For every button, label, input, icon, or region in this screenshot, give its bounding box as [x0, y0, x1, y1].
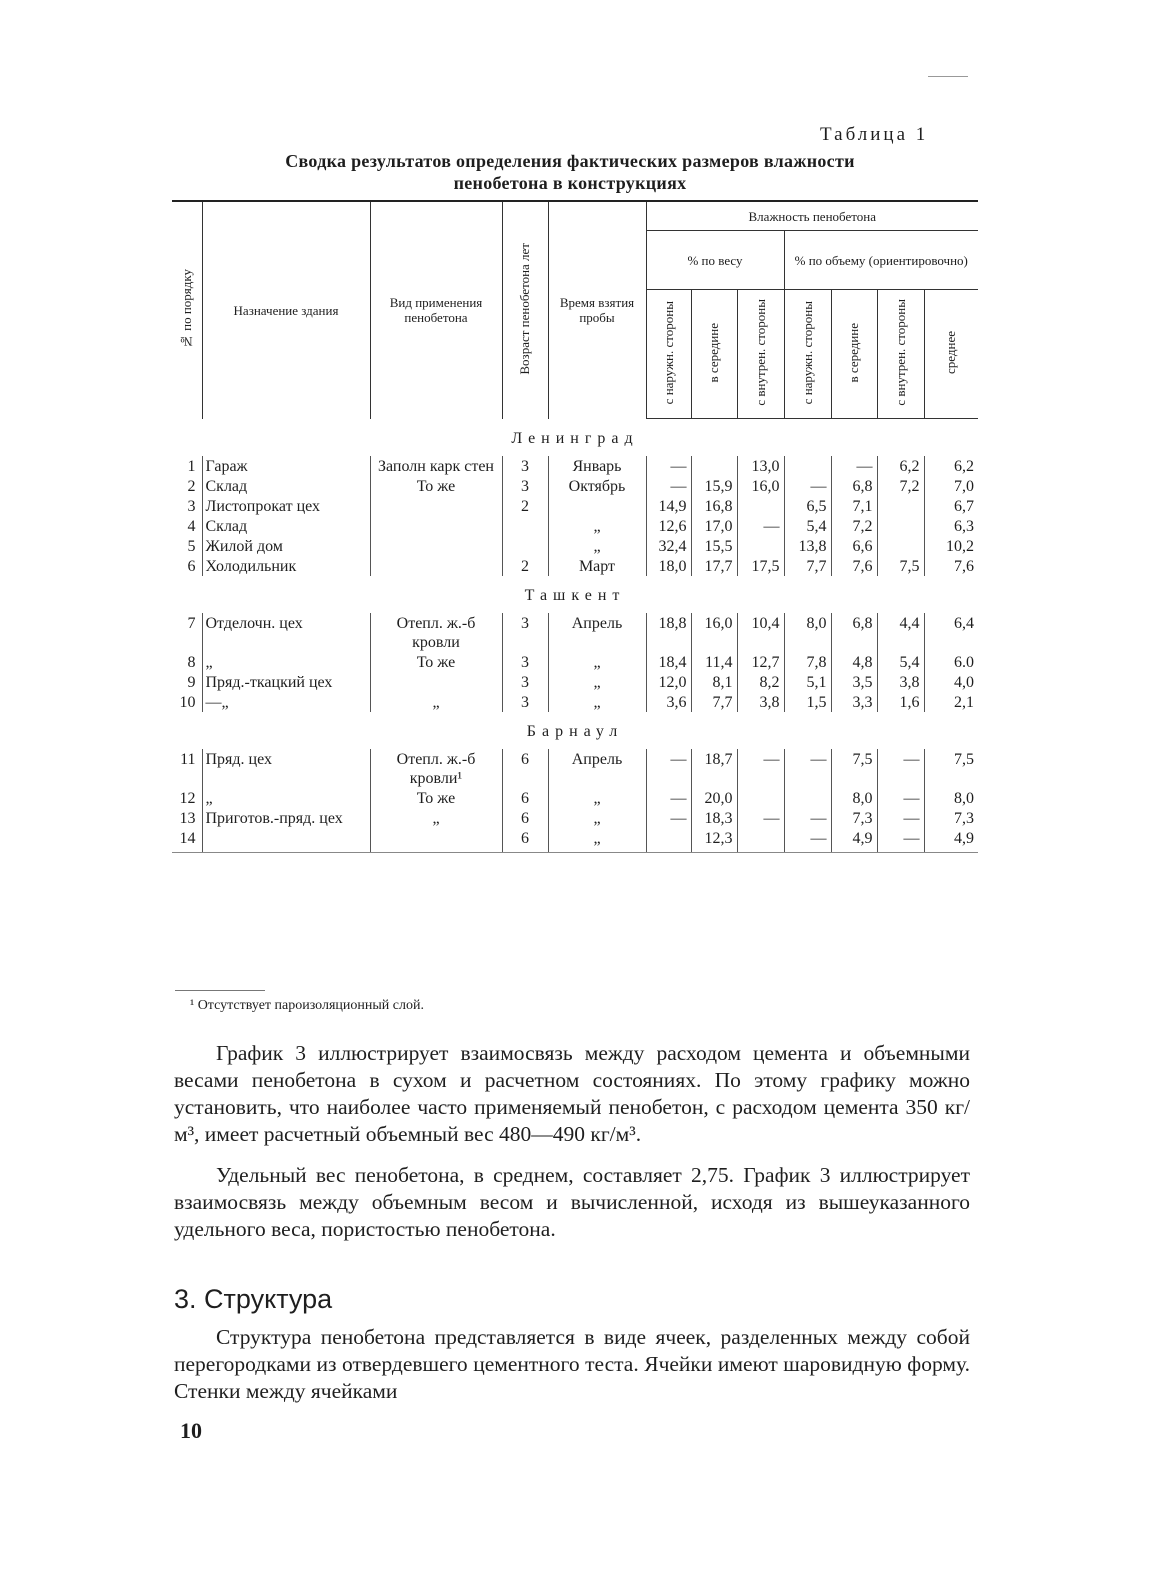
- row-weight-middle: 8,1: [691, 672, 737, 692]
- header-usage: Вид применения пенобетона: [370, 201, 502, 419]
- section-heading: 3. Структура: [174, 1284, 333, 1314]
- row-time: „: [548, 692, 646, 712]
- row-weight-inner: [737, 536, 784, 556]
- row-usage: То же: [370, 652, 502, 672]
- row-weight-outer: —: [646, 749, 691, 788]
- row-number: 2: [187, 478, 196, 495]
- row-volume-inner: 7,5: [877, 556, 924, 576]
- row-purpose: Холодильник: [202, 556, 370, 576]
- row-weight-inner: [737, 496, 784, 516]
- row-time: „: [548, 788, 646, 808]
- city-row: [172, 576, 978, 613]
- row-volume-middle: 8,0: [831, 788, 877, 808]
- row-weight-middle: 16,0: [691, 613, 737, 652]
- row-time: Январь: [548, 456, 646, 476]
- table-title-line-2: пенобетона в конструкциях: [453, 173, 687, 193]
- row-volume-outer: 7,7: [784, 556, 831, 576]
- row-average: 6,2: [924, 456, 978, 476]
- row-purpose: —„: [202, 692, 370, 712]
- row-average: 6,7: [924, 496, 978, 516]
- row-usage: [370, 828, 502, 853]
- paragraph-3: Структура пенобетона представляется в виде ячеек, разделенных между собой перегородками из отвердевшего цементного теста. Ячейки имеют шаровидную форму. Стенки между ячейками: [174, 1325, 970, 1403]
- row-age: 2: [502, 556, 548, 576]
- row-age: 6: [502, 828, 548, 853]
- row-weight-outer: —: [646, 456, 691, 476]
- row-purpose: Склад: [202, 516, 370, 536]
- row-time: „: [548, 536, 646, 556]
- row-average: 6.0: [924, 652, 978, 672]
- city-name: Ташкент: [524, 587, 626, 604]
- row-weight-outer: —: [646, 808, 691, 828]
- row-volume-middle: 3,3: [831, 692, 877, 712]
- row-average: 8,0: [924, 788, 978, 808]
- header-age: Возраст пенобетона лет: [502, 201, 548, 419]
- row-weight-inner: 13,0: [737, 456, 784, 476]
- row-weight-middle: 20,0: [691, 788, 737, 808]
- row-number: 3: [187, 498, 196, 515]
- row-weight-middle: [691, 456, 737, 476]
- table-row: [172, 476, 978, 496]
- row-time: „: [548, 808, 646, 828]
- table-title: [170, 150, 970, 194]
- city-row: [172, 712, 978, 749]
- row-average: 4,0: [924, 672, 978, 692]
- row-volume-outer: —: [784, 749, 831, 788]
- row-usage: Отепл. ж.-б кровли¹: [370, 749, 502, 788]
- row-weight-middle: 18,3: [691, 808, 737, 828]
- header-volume-outer: с наружн. стороны: [784, 290, 831, 419]
- table-row: [172, 613, 978, 652]
- humidity-table: [172, 200, 978, 853]
- row-average: 7,3: [924, 808, 978, 828]
- footnote: ¹ Отсутствует пароизоляционный слой.: [190, 998, 424, 1013]
- row-weight-inner: [737, 788, 784, 808]
- row-volume-middle: 7,2: [831, 516, 877, 536]
- row-purpose: Гараж: [202, 456, 370, 476]
- header-num: № по порядку: [172, 201, 202, 419]
- header-weight-middle: в середине: [691, 290, 737, 419]
- row-number: 7: [187, 615, 196, 632]
- row-volume-inner: 3,8: [877, 672, 924, 692]
- row-weight-middle: 7,7: [691, 692, 737, 712]
- table-title-line-1: Сводка результатов определения фактических размеров влажности: [285, 151, 855, 171]
- header-average: среднее: [924, 290, 978, 419]
- row-purpose: „: [202, 788, 370, 808]
- row-weight-middle: 15,9: [691, 476, 737, 496]
- header-by-volume: % по объему (ориентировочно): [784, 231, 978, 290]
- table-row: [172, 828, 978, 853]
- row-usage: То же: [370, 788, 502, 808]
- row-age: 6: [502, 749, 548, 788]
- row-volume-middle: 7,6: [831, 556, 877, 576]
- paragraph-1: График 3 иллюстрирует взаимосвязь между расходом цемента и объемными весами пенобетона в сухом и расчетном состояниях. По этому графику можно установить, что наиболее часто применяемый пенобетон, с расходом цемента 350 кг/м³, имеет расчетный объемный вес 480—490 кг/м³.: [174, 1041, 970, 1146]
- row-usage: Заполн карк стен: [370, 456, 502, 476]
- table-row: [172, 516, 978, 536]
- row-time: „: [548, 672, 646, 692]
- row-usage: [370, 672, 502, 692]
- row-volume-middle: 7,1: [831, 496, 877, 516]
- row-purpose: Отделочн. цех: [202, 613, 370, 652]
- row-age: 3: [502, 456, 548, 476]
- row-volume-middle: 6,8: [831, 476, 877, 496]
- header-humidity: Влажность пенобетона: [646, 201, 978, 231]
- row-number: 11: [180, 751, 196, 768]
- row-average: 6,3: [924, 516, 978, 536]
- row-time: „: [548, 828, 646, 853]
- row-weight-outer: 18,4: [646, 652, 691, 672]
- row-volume-inner: [877, 536, 924, 556]
- row-number: 6: [187, 558, 196, 575]
- row-volume-outer: 13,8: [784, 536, 831, 556]
- table-label: Таблица 1: [820, 124, 929, 145]
- row-volume-inner: 4,4: [877, 613, 924, 652]
- row-weight-outer: 12,6: [646, 516, 691, 536]
- table-row: [172, 788, 978, 808]
- row-volume-inner: 1,6: [877, 692, 924, 712]
- row-volume-outer: —: [784, 808, 831, 828]
- row-number: 5: [187, 538, 196, 555]
- city-row: [172, 419, 978, 457]
- row-volume-outer: —: [784, 828, 831, 853]
- row-volume-outer: 6,5: [784, 496, 831, 516]
- table-row: [172, 749, 978, 788]
- row-average: 2,1: [924, 692, 978, 712]
- row-volume-outer: [784, 788, 831, 808]
- row-age: [502, 536, 548, 556]
- row-number: 14: [172, 828, 202, 853]
- row-volume-middle: —: [831, 456, 877, 476]
- row-purpose: Приготов.-пряд. цех: [202, 808, 370, 828]
- row-volume-inner: —: [877, 749, 924, 788]
- row-purpose: Жилой дом: [202, 536, 370, 556]
- table-row: [172, 672, 978, 692]
- row-volume-inner: [877, 516, 924, 536]
- row-weight-inner: 17,5: [737, 556, 784, 576]
- row-weight-inner: 10,4: [737, 613, 784, 652]
- row-age: [502, 516, 548, 536]
- row-usage: [370, 556, 502, 576]
- row-purpose: [202, 828, 370, 853]
- row-volume-inner: —: [877, 808, 924, 828]
- row-volume-inner: [877, 496, 924, 516]
- row-average: 4,9: [924, 828, 978, 853]
- row-weight-inner: —: [737, 808, 784, 828]
- table-header: [172, 201, 978, 419]
- row-volume-outer: 5,4: [784, 516, 831, 536]
- row-weight-inner: 16,0: [737, 476, 784, 496]
- row-age: 3: [502, 672, 548, 692]
- row-weight-outer: [646, 828, 691, 853]
- row-volume-inner: —: [877, 788, 924, 808]
- header-weight-inner: с внутрен. стороны: [737, 290, 784, 419]
- row-volume-middle: 4,8: [831, 652, 877, 672]
- row-usage: [370, 516, 502, 536]
- row-weight-outer: —: [646, 788, 691, 808]
- row-weight-outer: 3,6: [646, 692, 691, 712]
- row-number: 10: [179, 694, 196, 711]
- header-purpose: Назначение здания: [202, 201, 370, 419]
- row-time: „: [548, 652, 646, 672]
- row-weight-outer: 12,0: [646, 672, 691, 692]
- row-volume-outer: 5,1: [784, 672, 831, 692]
- table-row: [172, 692, 978, 712]
- header-by-weight: % по весу: [646, 231, 784, 290]
- row-weight-outer: —: [646, 476, 691, 496]
- row-weight-inner: 3,8: [737, 692, 784, 712]
- row-age: 3: [502, 613, 548, 652]
- city-name: Ленинград: [511, 430, 639, 447]
- row-usage: [370, 496, 502, 516]
- row-age: 3: [502, 652, 548, 672]
- row-age: 6: [502, 808, 548, 828]
- row-usage: [370, 536, 502, 556]
- footnote-rule: [175, 990, 265, 991]
- row-volume-outer: 8,0: [784, 613, 831, 652]
- row-volume-outer: 1,5: [784, 692, 831, 712]
- row-average: 6,4: [924, 613, 978, 652]
- row-time: [548, 496, 646, 516]
- row-weight-inner: —: [737, 516, 784, 536]
- row-time: Октябрь: [548, 476, 646, 496]
- header-time: Время взятия пробы: [548, 201, 646, 419]
- row-time: Апрель: [548, 613, 646, 652]
- row-volume-middle: 4,9: [831, 828, 877, 853]
- table-row: [172, 556, 978, 576]
- row-time: „: [548, 516, 646, 536]
- table-row: [172, 808, 978, 828]
- page-number: 10: [180, 1418, 202, 1443]
- row-volume-middle: 6,8: [831, 613, 877, 652]
- row-average: 7,6: [924, 556, 978, 576]
- paragraph-2: Удельный вес пенобетона, в среднем, составляет 2,75. График 3 иллюстрирует взаимосвязь между объемным весом и вычисленной, исходя из вышеуказанного удельного веса, пористостью пенобетона.: [174, 1163, 970, 1241]
- row-volume-inner: 6,2: [877, 456, 924, 476]
- header-weight-outer: с наружн. стороны: [646, 290, 691, 419]
- table-body: [172, 419, 978, 853]
- row-purpose: Пряд.-ткацкий цех: [202, 672, 370, 692]
- city-name: Барнаул: [526, 723, 624, 740]
- row-time: Март: [548, 556, 646, 576]
- table-row: [172, 456, 978, 476]
- row-weight-outer: 18,0: [646, 556, 691, 576]
- row-weight-middle: 11,4: [691, 652, 737, 672]
- row-volume-middle: 6,6: [831, 536, 877, 556]
- row-weight-middle: 17,7: [691, 556, 737, 576]
- row-age: 6: [502, 788, 548, 808]
- row-age: 3: [502, 476, 548, 496]
- row-volume-outer: 7,8: [784, 652, 831, 672]
- row-number: 8: [187, 654, 196, 671]
- row-average: 7,0: [924, 476, 978, 496]
- row-weight-outer: 18,8: [646, 613, 691, 652]
- row-usage: То же: [370, 476, 502, 496]
- row-usage: Отепл. ж.-б кровли: [370, 613, 502, 652]
- header-volume-inner: с внутрен. стороны: [877, 290, 924, 419]
- row-number: 1: [187, 458, 196, 475]
- row-purpose: „: [202, 652, 370, 672]
- row-weight-inner: 12,7: [737, 652, 784, 672]
- row-usage: „: [370, 692, 502, 712]
- row-age: 3: [502, 692, 548, 712]
- header-volume-middle: в середине: [831, 290, 877, 419]
- row-number: 9: [187, 674, 196, 691]
- row-weight-middle: 17,0: [691, 516, 737, 536]
- row-number: 12: [179, 790, 196, 807]
- row-average: 7,5: [924, 749, 978, 788]
- row-volume-outer: [784, 456, 831, 476]
- row-purpose: Листопрокат цех: [202, 496, 370, 516]
- scan-mark: [928, 76, 968, 77]
- row-weight-inner: [737, 828, 784, 853]
- row-age: 2: [502, 496, 548, 516]
- row-volume-middle: 7,3: [831, 808, 877, 828]
- table-row: [172, 496, 978, 516]
- table-row: [172, 652, 978, 672]
- row-number: 13: [179, 810, 196, 827]
- row-time: Апрель: [548, 749, 646, 788]
- row-volume-middle: 7,5: [831, 749, 877, 788]
- row-volume-inner: —: [877, 828, 924, 853]
- row-volume-inner: 7,2: [877, 476, 924, 496]
- row-number: 4: [187, 518, 196, 535]
- row-volume-inner: 5,4: [877, 652, 924, 672]
- row-purpose: Склад: [202, 476, 370, 496]
- row-weight-inner: —: [737, 749, 784, 788]
- row-weight-middle: 18,7: [691, 749, 737, 788]
- row-volume-middle: 3,5: [831, 672, 877, 692]
- row-weight-inner: 8,2: [737, 672, 784, 692]
- row-purpose: Пряд. цех: [202, 749, 370, 788]
- row-weight-outer: 14,9: [646, 496, 691, 516]
- table-row: [172, 536, 978, 556]
- row-weight-middle: 12,3: [691, 828, 737, 853]
- row-average: 10,2: [924, 536, 978, 556]
- row-weight-outer: 32,4: [646, 536, 691, 556]
- row-volume-outer: —: [784, 476, 831, 496]
- row-weight-middle: 16,8: [691, 496, 737, 516]
- row-weight-middle: 15,5: [691, 536, 737, 556]
- row-usage: „: [370, 808, 502, 828]
